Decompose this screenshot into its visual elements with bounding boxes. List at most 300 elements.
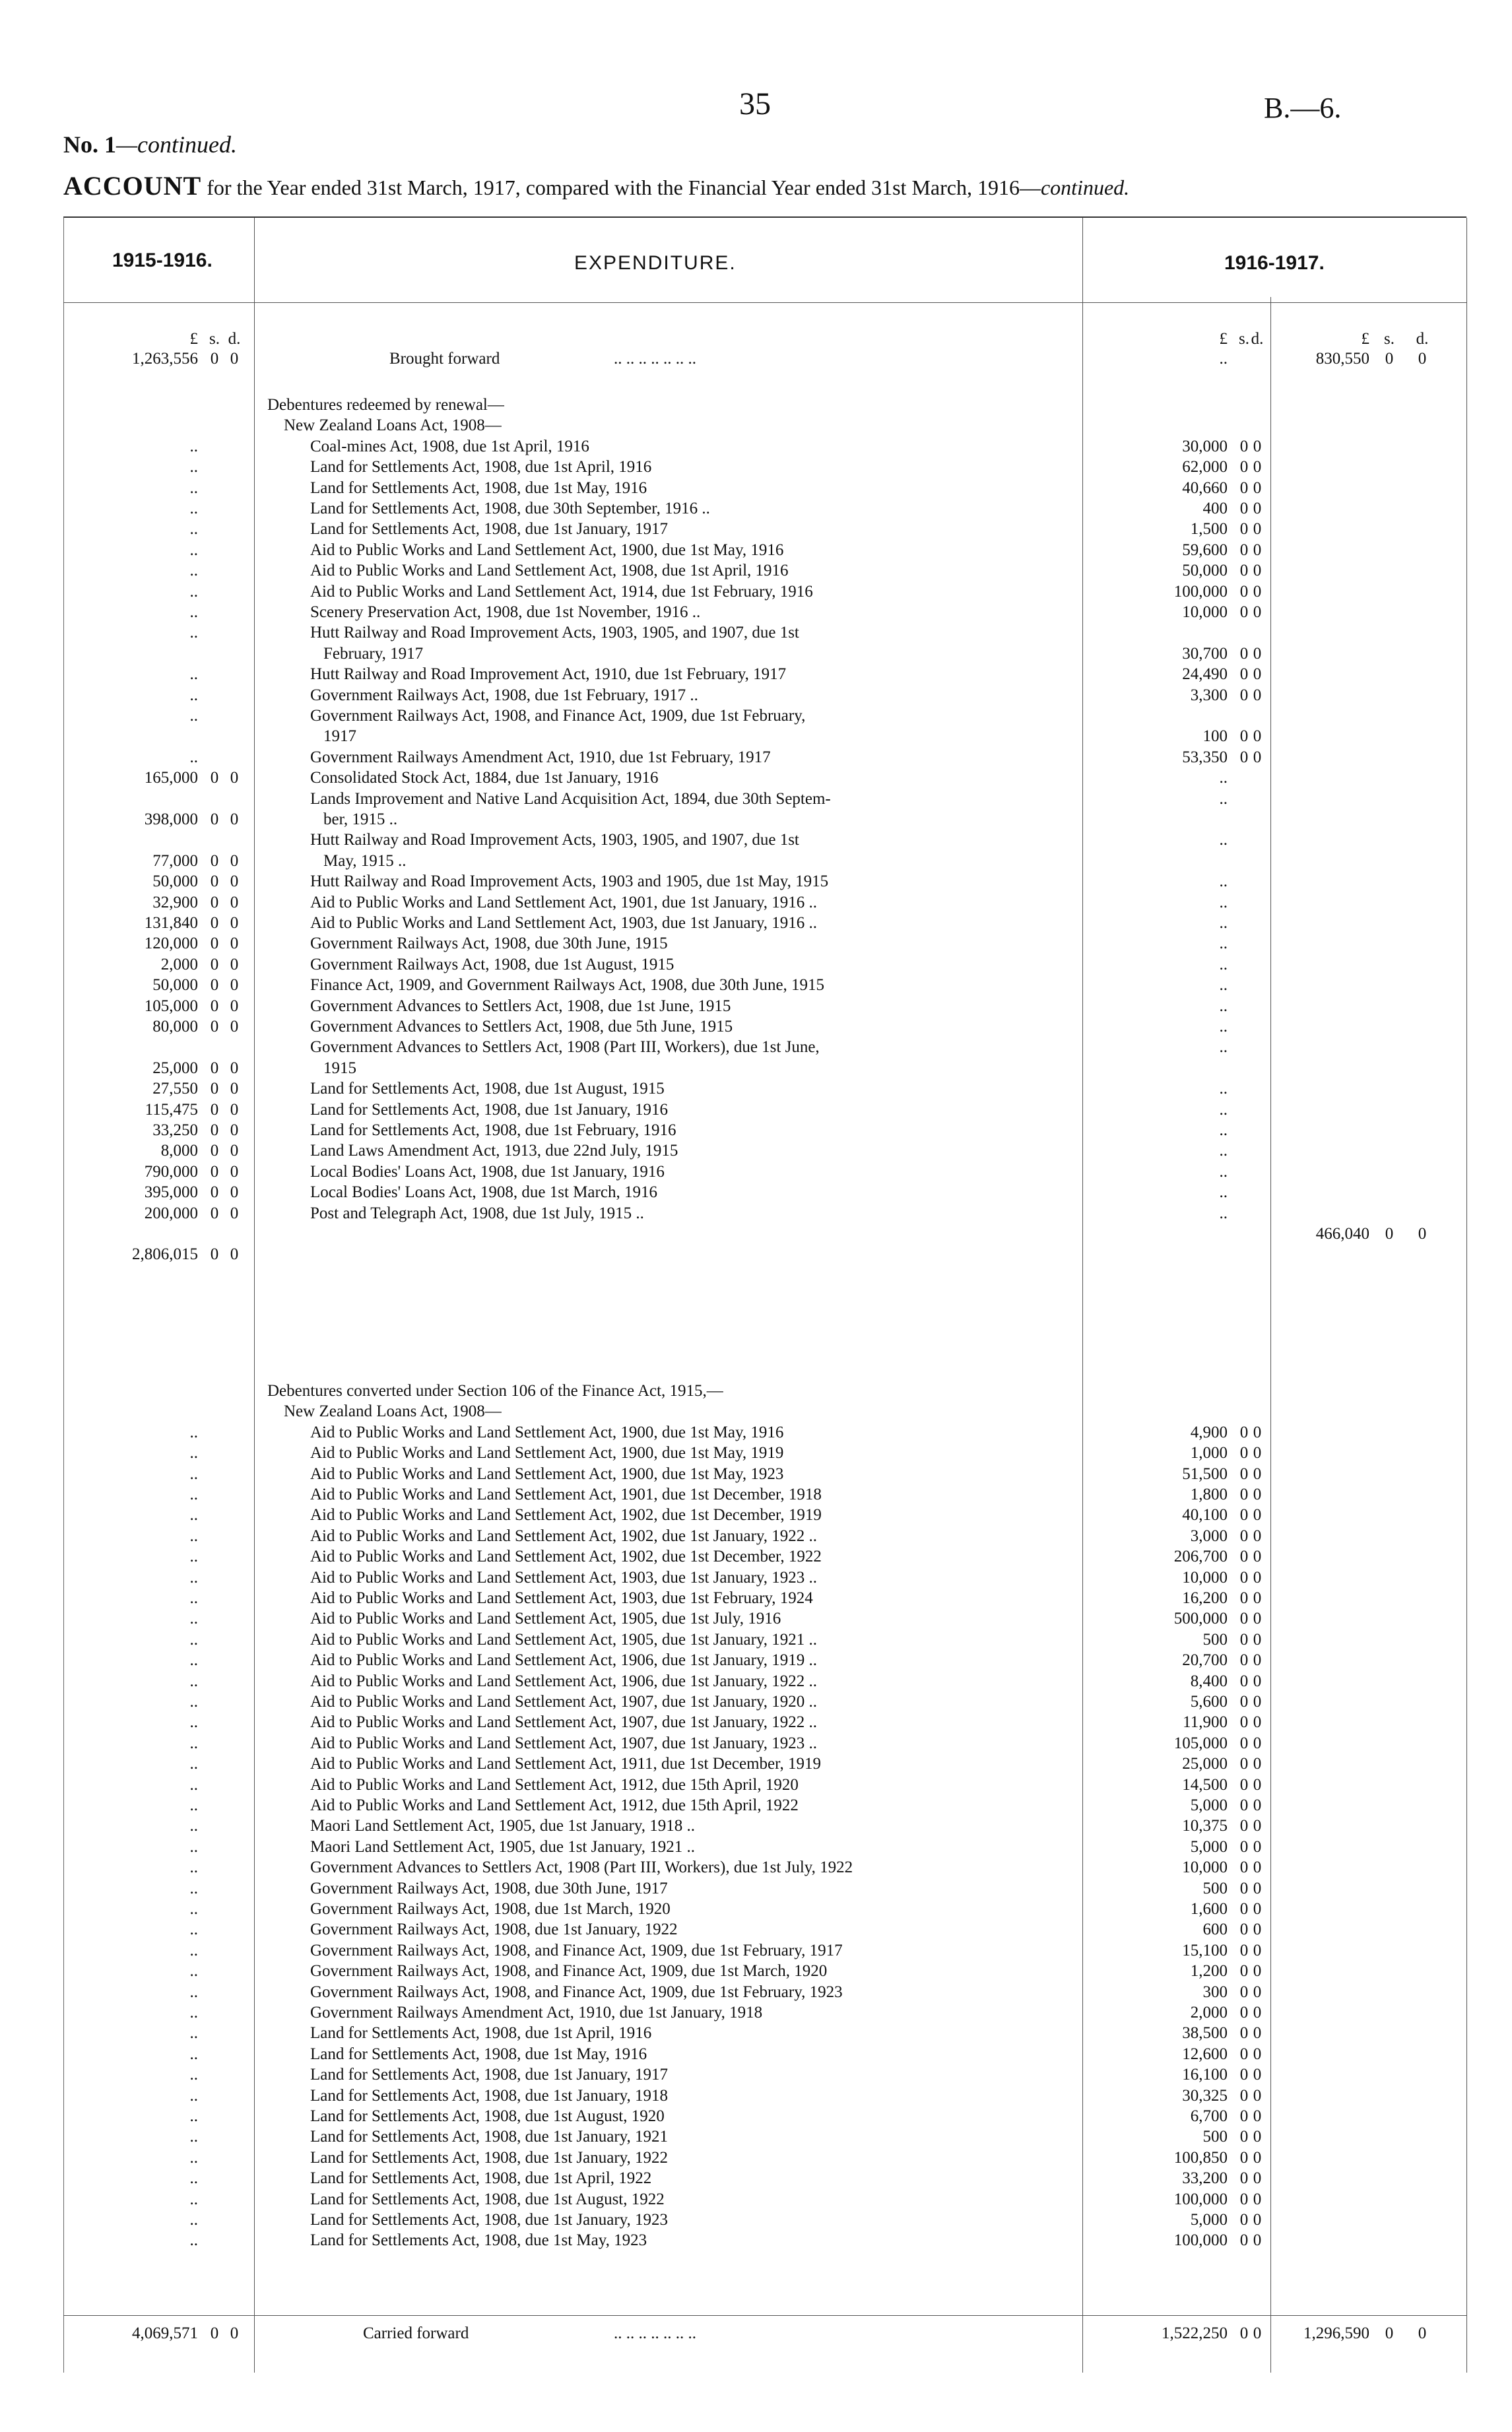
prior-item-amount: 77,000 [152, 851, 198, 870]
item-amount-s: 0 [1239, 1837, 1249, 1856]
item-left-placeholder: .. [189, 1486, 198, 1503]
item-amount-d: 0 [1253, 1527, 1262, 1545]
item-left-placeholder: .. [189, 1837, 198, 1856]
item-amount-s: 0 [1239, 1672, 1249, 1690]
prior-item-placeholder: .. [1219, 789, 1228, 808]
section1-left-total-row [0, 1244, 1512, 1265]
prior-item-s: 0 [210, 1183, 219, 1202]
item-amount: 5,000 [1190, 1837, 1228, 1856]
item-amount-s: 0 [1239, 478, 1249, 497]
section1-total-s: 0 [1385, 1225, 1394, 1243]
item-description: Land for Settlements Act, 1908, due 1st August, 1920 [310, 2107, 665, 2125]
prior-item-amount: 50,000 [152, 872, 198, 891]
item-description: Land for Settlements Act, 1908, due 1st April, 1916 [310, 458, 652, 477]
expenditure-header: EXPENDITURE. [574, 252, 737, 274]
list-item [0, 1837, 1512, 1857]
prior-item-placeholder: .. [1219, 872, 1228, 891]
item-amount: 5,000 [1190, 2211, 1228, 2229]
item-amount-s: 0 [1239, 1796, 1249, 1814]
item-amount-s: 0 [1239, 2045, 1249, 2063]
list-item [0, 602, 1512, 622]
prior-item-description: Government Railways Act, 1908, due 30th June, 1915 [310, 935, 668, 953]
item-amount-s: 0 [1239, 2128, 1249, 2146]
item-amount-d: 0 [1253, 603, 1262, 621]
item-amount-d: 0 [1253, 727, 1262, 746]
item-left-placeholder: .. [189, 2169, 198, 2188]
item-description: Aid to Public Works and Land Settlement Act, 1912, due 15th April, 1920 [310, 1775, 799, 1794]
prior-item-description: Government Advances to Settlers Act, 1908, due 1st June, 1915 [310, 997, 731, 1015]
prior-item-description: Local Bodies' Loans Act, 1908, due 1st March, 1916 [310, 1183, 657, 1202]
item-amount-d: 0 [1253, 541, 1262, 559]
mid-s-unit: s. [1239, 330, 1249, 348]
list-item [0, 498, 1512, 519]
item-left-placeholder: .. [189, 1506, 198, 1525]
item-description: Land for Settlements Act, 1908, due 1st January, 1918 [310, 2086, 669, 2105]
item-amount-d: 0 [1253, 1858, 1262, 1877]
list-item [0, 747, 1512, 768]
item-amount: 4,900 [1190, 1423, 1228, 1441]
item-amount: 500,000 [1173, 1610, 1228, 1628]
item-amount-d: 0 [1253, 686, 1262, 704]
prior-item-description: Finance Act, 1909, and Government Railways Act, 1908, due 30th June, 1915 [310, 976, 825, 995]
list-item [0, 1546, 1512, 1567]
prior-item-amount: 27,550 [152, 1080, 198, 1098]
item-amount-s: 0 [1239, 562, 1249, 580]
list-item [0, 560, 1512, 581]
account-tail: continued. [1040, 176, 1130, 199]
bf-total-pounds: 830,550 [1315, 350, 1369, 368]
account-description: for the Year ended 31st March, 1917, compared with the Financial Year ended 31st March, 1916— [207, 176, 1041, 199]
item-amount-d: 0 [1253, 1630, 1262, 1649]
item-description: Government Railways Act, 1908, due 1st February, 1917 .. [310, 686, 698, 704]
prior-item-description: Government Advances to Settlers Act, 1908 (Part III, Workers), due 1st June, [310, 1038, 820, 1057]
section-title-row [0, 395, 1512, 415]
prior-item-d: 0 [230, 769, 239, 787]
item-description: Government Railways Act, 1908, due 1st March, 1920 [310, 1900, 671, 1918]
prior-item-amount: 790,000 [144, 1162, 198, 1181]
item-amount-d: 0 [1253, 520, 1262, 539]
prior-item-s: 0 [210, 914, 219, 932]
item-amount-s: 0 [1239, 603, 1249, 621]
item-amount-d: 0 [1253, 1755, 1262, 1773]
prior-item-amount: 165,000 [144, 769, 198, 787]
item-description: Aid to Public Works and Land Settlement Act, 1906, due 1st January, 1919 .. [310, 1651, 818, 1670]
item-left-placeholder: .. [189, 1713, 198, 1732]
item-description: Aid to Public Works and Land Settlement Act, 1903, due 1st February, 1924 [310, 1589, 813, 1607]
item-amount: 1,500 [1190, 520, 1228, 539]
item-left-placeholder: .. [189, 1630, 198, 1649]
item-amount-s: 0 [1239, 2107, 1249, 2125]
item-amount-s: 0 [1239, 2004, 1249, 2021]
prior-item-placeholder: .. [1219, 769, 1228, 787]
prior-item-continued [0, 851, 1512, 871]
prior-item [0, 830, 1512, 850]
list-item-continued [0, 726, 1512, 746]
list-item [0, 1712, 1512, 1732]
item-left-placeholder: .. [189, 2086, 198, 2105]
item-amount: 10,000 [1182, 1858, 1228, 1877]
prior-item-description: Hutt Railway and Road Improvement Acts, 1903, 1905, and 1907, due 1st [310, 831, 799, 849]
item-description: Maori Land Settlement Act, 1905, due 1st January, 1921 .. [310, 1837, 695, 1856]
list-item [0, 622, 1512, 643]
section2-title-row [0, 1381, 1512, 1401]
section-title: Debentures redeemed by renewal— [267, 396, 504, 414]
list-item [0, 1484, 1512, 1505]
item-left-placeholder: .. [189, 1900, 198, 1918]
prior-item-description: Hutt Railway and Road Improvement Acts, 1903 and 1905, due 1st May, 1915 [310, 872, 829, 891]
item-amount: 20,700 [1182, 1651, 1228, 1670]
item-description: Aid to Public Works and Land Settlement Act, 1901, due 1st December, 1918 [310, 1486, 822, 1503]
total-pound-unit: £ [1361, 330, 1369, 348]
item-amount: 2,000 [1190, 2004, 1228, 2021]
item-amount-s: 0 [1239, 1921, 1249, 1939]
list-item [0, 436, 1512, 457]
list-item [0, 1422, 1512, 1443]
prior-item-amount: 8,000 [160, 1142, 198, 1160]
item-description: Aid to Public Works and Land Settlement Act, 1900, due 1st May, 1916 [310, 1423, 784, 1441]
item-left-placeholder: .. [189, 1817, 198, 1835]
prior-item-placeholder: .. [1219, 1142, 1228, 1160]
item-description: Aid to Public Works and Land Settlement Act, 1907, due 1st January, 1923 .. [310, 1734, 818, 1752]
item-amount: 206,700 [1173, 1548, 1228, 1566]
section1-left-total-s: 0 [210, 1245, 219, 1264]
prior-item-d: 0 [230, 851, 239, 870]
bf-leader: .. .. .. .. .. .. .. [614, 350, 696, 368]
item-description: Land for Settlements Act, 1908, due 1st January, 1921 [310, 2128, 669, 2146]
item-amount-s: 0 [1239, 582, 1249, 601]
list-item [0, 1526, 1512, 1546]
item-amount-s: 0 [1239, 1713, 1249, 1732]
list-item [0, 1650, 1512, 1670]
item-amount-s: 0 [1239, 500, 1249, 517]
item-amount-s: 0 [1239, 2024, 1249, 2043]
item-amount: 30,000 [1182, 437, 1228, 455]
item-amount-d: 0 [1253, 1921, 1262, 1939]
prior-item-description: Government Railways Act, 1908, due 1st August, 1915 [310, 955, 674, 973]
item-amount-s: 0 [1239, 2066, 1249, 2084]
item-amount-d: 0 [1253, 458, 1262, 477]
list-item [0, 478, 1512, 498]
item-amount-s: 0 [1239, 1568, 1249, 1587]
item-left-placeholder: .. [189, 686, 198, 704]
list-item [0, 2044, 1512, 2064]
item-amount-d: 0 [1253, 2107, 1262, 2125]
prior-item-placeholder: .. [1219, 997, 1228, 1015]
item-amount: 10,000 [1182, 603, 1228, 621]
bf-left-d: 0 [230, 350, 239, 368]
item-amount-s: 0 [1239, 1548, 1249, 1566]
prior-item [0, 1162, 1512, 1182]
list-item [0, 1464, 1512, 1484]
item-amount-s: 0 [1239, 1817, 1249, 1835]
item-left-placeholder: .. [189, 582, 198, 601]
prior-item [0, 1140, 1512, 1161]
prior-item-description: Land for Settlements Act, 1908, due 1st February, 1916 [310, 1121, 676, 1139]
units-row [0, 329, 1512, 349]
item-description: Land for Settlements Act, 1908, due 1st May, 1916 [310, 2045, 647, 2063]
list-item [0, 706, 1512, 726]
item-amount-d: 0 [1253, 582, 1262, 601]
section-subtitle-row [0, 415, 1512, 436]
item-left-placeholder: .. [189, 1879, 198, 1897]
item-amount: 12,600 [1182, 2045, 1228, 2063]
item-left-placeholder: .. [189, 603, 198, 621]
item-description: Land for Settlements Act, 1908, due 1st January, 1922 [310, 2148, 669, 2167]
item-description: Land for Settlements Act, 1908, due 1st April, 1922 [310, 2169, 652, 2188]
item-description: Aid to Public Works and Land Settlement Act, 1902, due 1st December, 1919 [310, 1506, 822, 1525]
item-amount: 14,500 [1182, 1775, 1228, 1794]
item-description: Maori Land Settlement Act, 1905, due 1st January, 1918 .. [310, 1817, 695, 1835]
item-description: Government Advances to Settlers Act, 1908 (Part III, Workers), due 1st July, 1922 [310, 1858, 853, 1877]
item-amount: 6,700 [1190, 2107, 1228, 2125]
item-amount-d: 0 [1253, 1962, 1262, 1981]
item-description: Government Railways Act, 1908, due 30th June, 1917 [310, 1879, 668, 1897]
bf-left-s: 0 [210, 350, 219, 368]
prior-item [0, 1016, 1512, 1037]
item-amount-s: 0 [1239, 1486, 1249, 1503]
list-item [0, 1940, 1512, 1961]
prior-item [0, 1203, 1512, 1224]
item-amount: 500 [1202, 2128, 1228, 2146]
prior-item-placeholder: .. [1219, 1183, 1228, 1202]
cf-total-s: 0 [1385, 2324, 1394, 2342]
list-item [0, 1795, 1512, 1816]
list-item [0, 1899, 1512, 1919]
item-amount: 1,800 [1190, 1486, 1228, 1503]
prior-item-s: 0 [210, 872, 219, 891]
item-amount-d: 0 [1253, 1837, 1262, 1856]
item-description: Aid to Public Works and Land Settlement Act, 1914, due 1st February, 1916 [310, 582, 813, 601]
item-amount-s: 0 [1239, 1610, 1249, 1628]
item-description: Coal-mines Act, 1908, due 1st April, 1916 [310, 437, 589, 455]
item-left-placeholder: .. [189, 1651, 198, 1670]
item-left-placeholder: .. [189, 2107, 198, 2125]
item-amount: 1,000 [1190, 1444, 1228, 1462]
list-item [0, 2126, 1512, 2147]
bf-left-pounds: 1,263,556 [132, 350, 198, 368]
item-amount-d: 0 [1253, 2045, 1262, 2063]
prior-item-placeholder: .. [1219, 1204, 1228, 1222]
cf-mid-s: 0 [1239, 2324, 1249, 2342]
item-description: Aid to Public Works and Land Settlement Act, 1905, due 1st January, 1921 .. [310, 1630, 818, 1649]
cf-left-pounds: 4,069,571 [132, 2324, 198, 2342]
item-description: Aid to Public Works and Land Settlement Act, 1906, due 1st January, 1922 .. [310, 1672, 818, 1690]
item-amount: 3,300 [1190, 686, 1228, 704]
carried-forward-row [0, 2323, 1512, 2344]
item-amount-d: 0 [1253, 500, 1262, 517]
item-amount-s: 0 [1239, 1962, 1249, 1981]
item-amount-d: 0 [1253, 562, 1262, 580]
item-amount-s: 0 [1239, 458, 1249, 477]
item-amount-s: 0 [1239, 1506, 1249, 1525]
list-item [0, 2106, 1512, 2126]
bf-total-s: 0 [1385, 350, 1394, 368]
item-amount-d: 0 [1253, 748, 1262, 766]
prior-item-s: 0 [210, 1100, 219, 1119]
prior-item-description: Consolidated Stock Act, 1884, due 1st January, 1916 [310, 769, 659, 787]
list-item [0, 1588, 1512, 1608]
list-item [0, 1919, 1512, 1940]
item-description: Aid to Public Works and Land Settlement Act, 1900, due 1st May, 1919 [310, 1444, 784, 1462]
section-subtitle: New Zealand Loans Act, 1908— [284, 416, 502, 435]
item-left-placeholder: .. [189, 1568, 198, 1587]
item-left-placeholder: .. [189, 707, 198, 725]
item-left-placeholder: .. [189, 748, 198, 766]
item-amount-s: 0 [1239, 437, 1249, 455]
prior-item-continuation: May, 1915 .. [323, 851, 407, 870]
item-amount: 5,000 [1190, 1796, 1228, 1814]
item-amount-s: 0 [1239, 1464, 1249, 1483]
item-amount-d: 0 [1253, 1983, 1262, 2001]
item-left-placeholder: .. [189, 1464, 198, 1483]
item-amount-d: 0 [1253, 1817, 1262, 1835]
item-amount-d: 0 [1253, 1941, 1262, 1959]
item-left-placeholder: .. [189, 541, 198, 559]
item-amount-d: 0 [1253, 2004, 1262, 2021]
prior-item-amount: 200,000 [144, 1204, 198, 1222]
item-amount-s: 0 [1239, 1941, 1249, 1959]
list-item [0, 1857, 1512, 1878]
brought-forward-row [0, 348, 1512, 369]
prior-item-d: 0 [230, 1162, 239, 1181]
prior-item-d: 0 [230, 914, 239, 932]
item-amount: 30,325 [1182, 2086, 1228, 2105]
prior-item [0, 975, 1512, 995]
statement-label: No. 1 [63, 131, 116, 158]
item-amount: 3,000 [1190, 1527, 1228, 1545]
item-description: Government Railways Act, 1908, and Finance Act, 1909, due 1st February, 1917 [310, 1941, 843, 1959]
prior-item-continued [0, 809, 1512, 830]
prior-item-placeholder: .. [1219, 1162, 1228, 1181]
cf-left-d: 0 [230, 2324, 239, 2342]
item-amount-d: 0 [1253, 1610, 1262, 1628]
list-item [0, 2189, 1512, 2210]
prior-item-placeholder: .. [1219, 1121, 1228, 1139]
prior-item-s: 0 [210, 1142, 219, 1160]
list-item [0, 685, 1512, 706]
item-amount: 24,490 [1182, 665, 1228, 684]
item-description: Aid to Public Works and Land Settlement Act, 1912, due 15th April, 1922 [310, 1796, 799, 1814]
list-item [0, 2148, 1512, 2168]
list-item [0, 1733, 1512, 1754]
item-left-placeholder: .. [189, 2148, 198, 2167]
item-description: Land for Settlements Act, 1908, due 1st January, 1917 [310, 2066, 669, 2084]
item-left-placeholder: .. [189, 2231, 198, 2250]
item-amount: 500 [1202, 1630, 1228, 1649]
prior-item-s: 0 [210, 769, 219, 787]
list-item [0, 1608, 1512, 1629]
list-item [0, 1961, 1512, 1981]
prior-item [0, 913, 1512, 933]
item-continuation: 1917 [323, 727, 356, 746]
item-description: Hutt Railway and Road Improvement Acts, 1903, 1905, and 1907, due 1st [310, 624, 799, 642]
item-amount-s: 0 [1239, 2190, 1249, 2208]
item-description: Aid to Public Works and Land Settlement Act, 1903, due 1st January, 1923 .. [310, 1568, 818, 1587]
list-item [0, 1754, 1512, 1774]
item-description: Government Railways Amendment Act, 1910, due 1st February, 1917 [310, 748, 771, 766]
item-amount: 400 [1202, 500, 1228, 517]
section2-subtitle: New Zealand Loans Act, 1908— [284, 1402, 502, 1421]
item-description: Land for Settlements Act, 1908, due 1st May, 1916 [310, 478, 647, 497]
prior-item [0, 996, 1512, 1016]
item-description: Aid to Public Works and Land Settlement Act, 1902, due 1st January, 1922 .. [310, 1527, 818, 1545]
prior-item-amount: 32,900 [152, 893, 198, 911]
statement-number [63, 131, 237, 158]
prior-item [0, 1078, 1512, 1099]
prior-item-amount: 395,000 [144, 1183, 198, 1202]
prior-item-d: 0 [230, 976, 239, 995]
prior-item-s: 0 [210, 976, 219, 995]
item-left-placeholder: .. [189, 2211, 198, 2229]
item-amount-s: 0 [1239, 1693, 1249, 1711]
mid-pound-unit: £ [1219, 330, 1228, 348]
list-item [0, 2086, 1512, 2106]
item-description: Aid to Public Works and Land Settlement Act, 1902, due 1st December, 1922 [310, 1548, 822, 1566]
bf-label: Brought forward [389, 350, 500, 368]
item-left-placeholder: .. [189, 2128, 198, 2146]
item-left-placeholder: .. [189, 1672, 198, 1690]
prior-item-d: 0 [230, 810, 239, 828]
item-amount-s: 0 [1239, 748, 1249, 766]
cf-mid-pounds: 1,522,250 [1162, 2324, 1228, 2342]
section1-left-total-d: 0 [230, 1245, 239, 1264]
item-amount-d: 0 [1253, 1879, 1262, 1897]
item-amount-d: 0 [1253, 2066, 1262, 2084]
item-amount-d: 0 [1253, 665, 1262, 684]
item-amount: 10,000 [1182, 1568, 1228, 1587]
prior-item-continuation: 1915 [323, 1059, 356, 1077]
prior-item-description: Local Bodies' Loans Act, 1908, due 1st January, 1916 [310, 1162, 665, 1181]
prior-item-description: Land for Settlements Act, 1908, due 1st August, 1915 [310, 1080, 665, 1098]
section2-subtitle-row [0, 1401, 1512, 1422]
prior-item-placeholder: .. [1219, 1018, 1228, 1035]
item-amount: 40,100 [1182, 1506, 1228, 1525]
item-amount-d: 0 [1253, 1423, 1262, 1441]
item-amount: 50,000 [1182, 562, 1228, 580]
item-amount-d: 0 [1253, 478, 1262, 497]
item-left-placeholder: .. [189, 1796, 198, 1814]
item-amount-d: 0 [1253, 1734, 1262, 1752]
item-amount-s: 0 [1239, 2211, 1249, 2229]
item-amount-s: 0 [1239, 2148, 1249, 2167]
prior-item-d: 0 [230, 1100, 239, 1119]
prior-item-amount: 120,000 [144, 935, 198, 953]
cf-total-d: 0 [1418, 2324, 1427, 2342]
item-description: Aid to Public Works and Land Settlement Act, 1905, due 1st July, 1916 [310, 1610, 781, 1628]
prior-item-d: 0 [230, 1059, 239, 1077]
item-amount: 51,500 [1182, 1464, 1228, 1483]
item-amount: 100,850 [1173, 2148, 1228, 2167]
list-item [0, 2023, 1512, 2043]
prior-item [0, 954, 1512, 975]
item-amount-d: 0 [1253, 1900, 1262, 1918]
item-amount-d: 0 [1253, 1651, 1262, 1670]
item-amount: 53,350 [1182, 748, 1228, 766]
item-description: Government Railways Act, 1908, and Finance Act, 1909, due 1st February, [310, 707, 806, 725]
item-amount: 1,600 [1190, 1900, 1228, 1918]
item-amount-d: 0 [1253, 2148, 1262, 2167]
page-number: 35 [739, 86, 771, 121]
item-description: Hutt Railway and Road Improvement Act, 1910, due 1st February, 1917 [310, 665, 787, 684]
prior-item-s: 0 [210, 935, 219, 953]
item-description: Aid to Public Works and Land Settlement Act, 1900, due 1st May, 1923 [310, 1464, 784, 1483]
section2-title: Debentures converted under Section 106 of the Finance Act, 1915,— [267, 1382, 723, 1400]
item-amount-s: 0 [1239, 1444, 1249, 1462]
item-amount-d: 0 [1253, 1796, 1262, 1814]
prior-item-amount: 25,000 [152, 1059, 198, 1077]
prior-item-placeholder: .. [1219, 935, 1228, 953]
item-left-placeholder: .. [189, 1423, 198, 1441]
